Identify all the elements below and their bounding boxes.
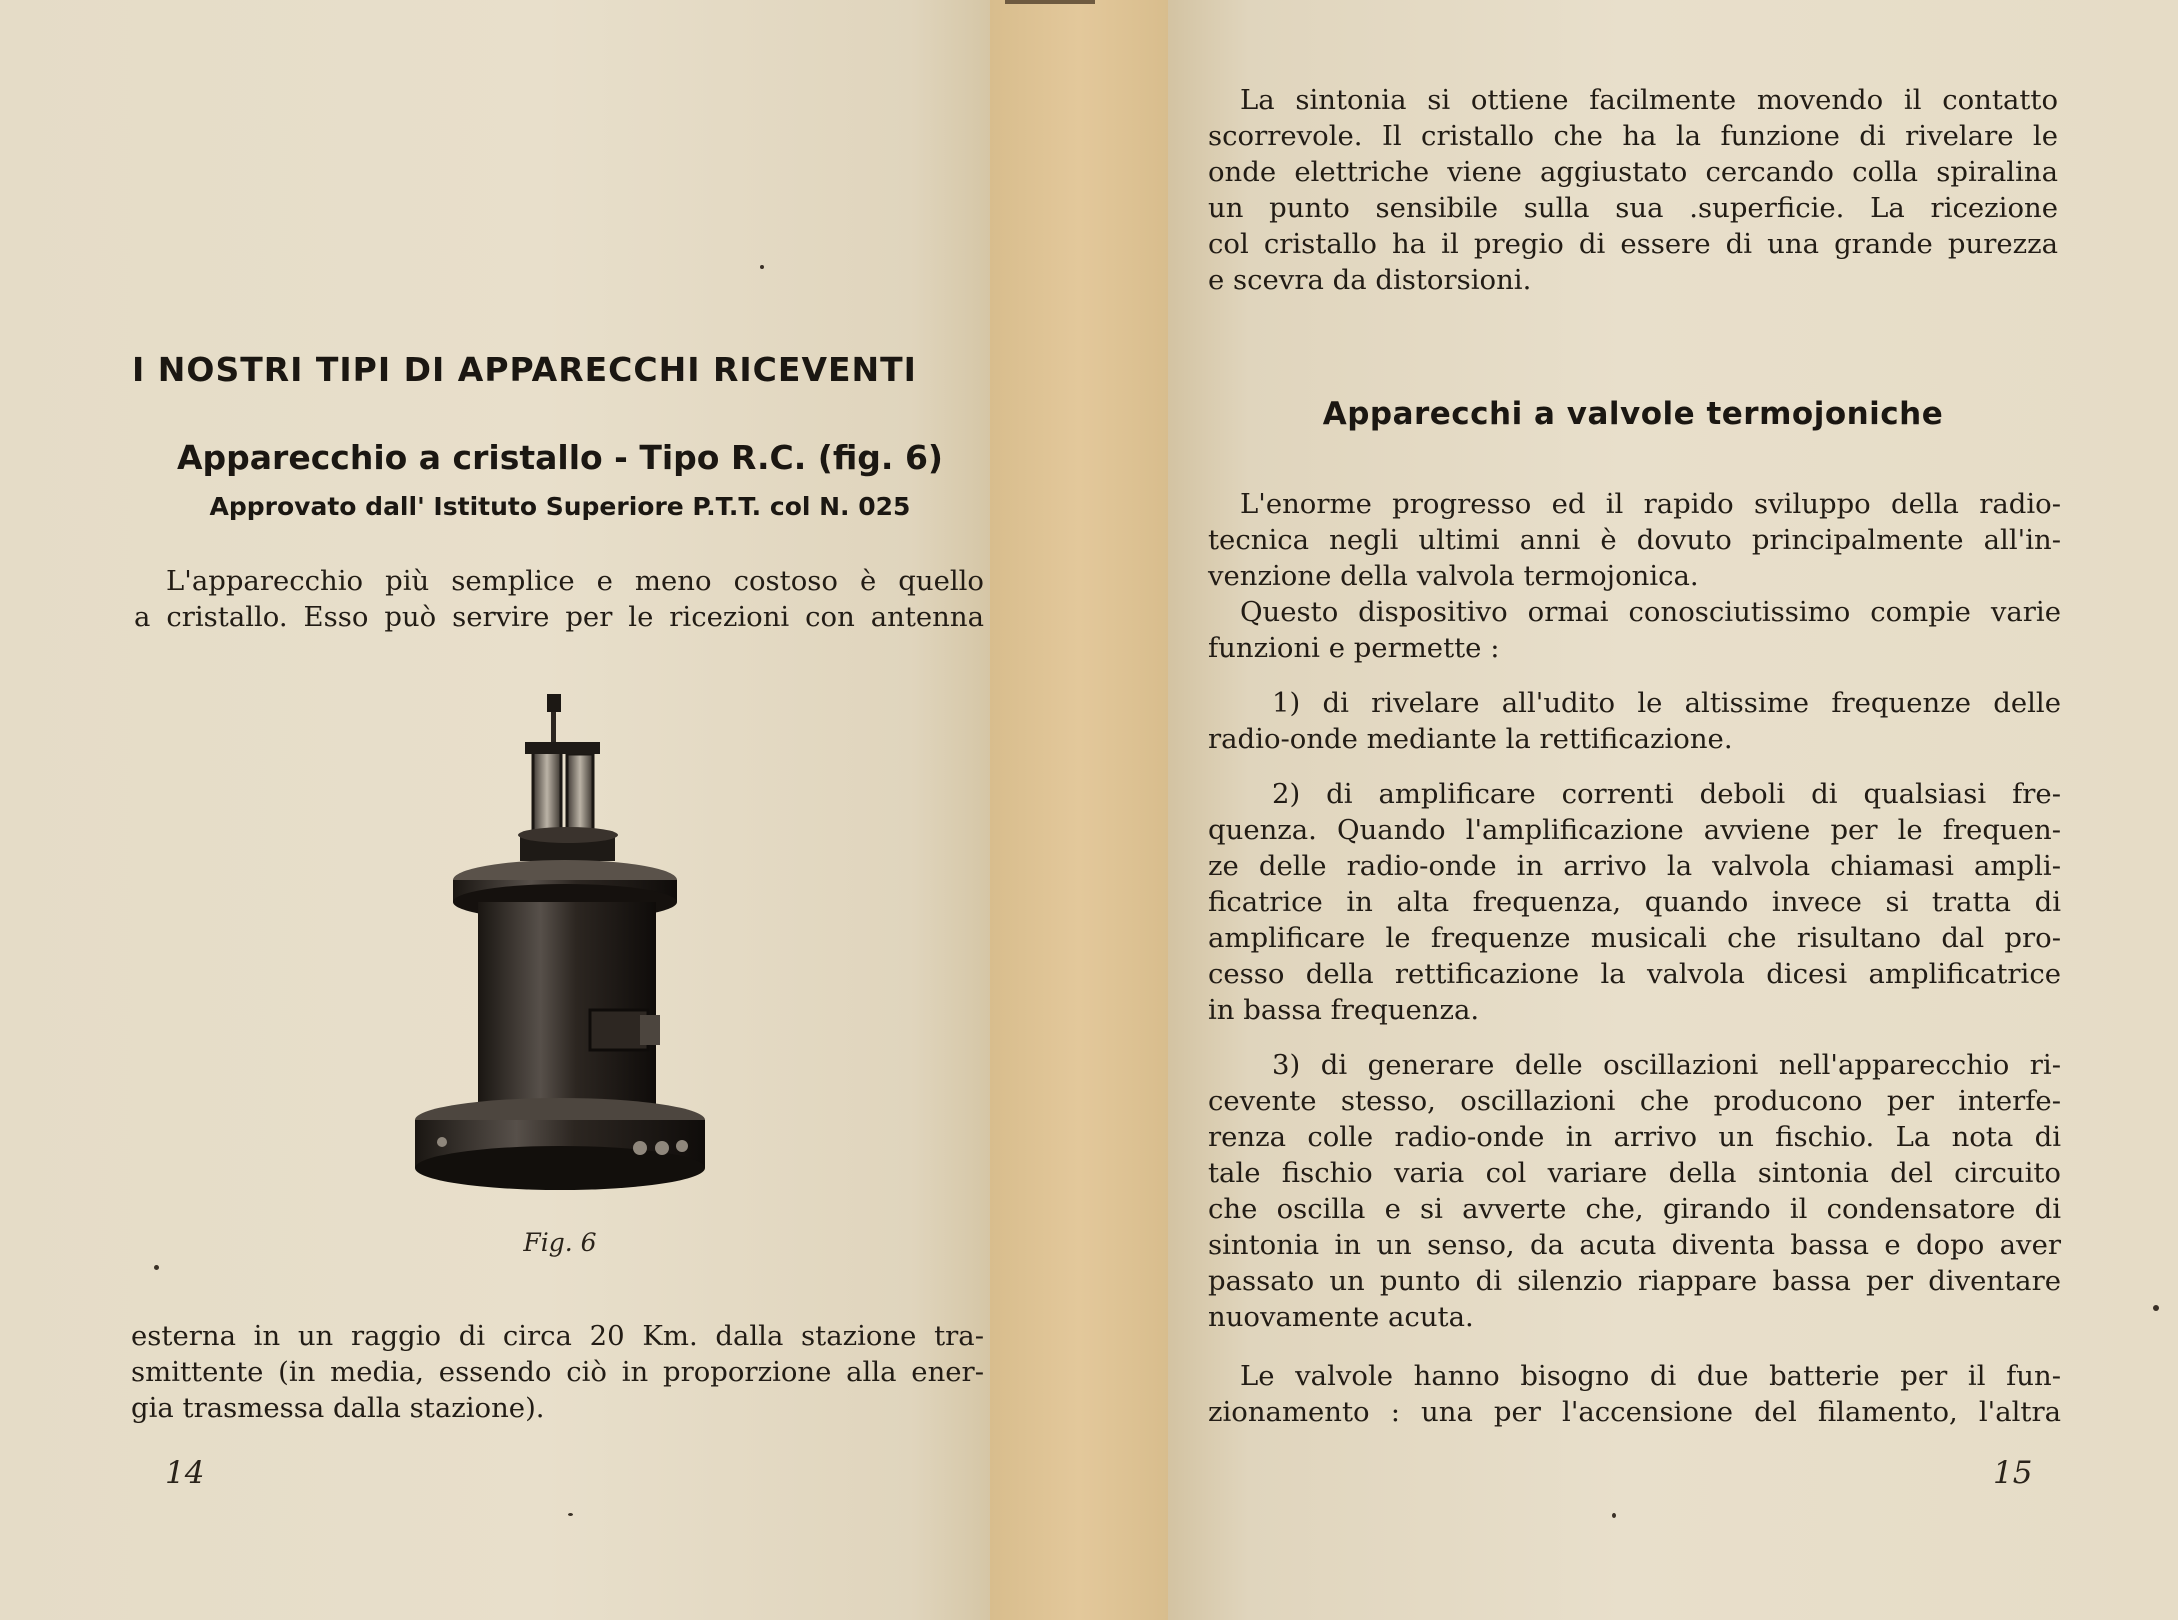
function-item-1 bbox=[1208, 685, 2061, 757]
text-line: 1) di rivelare all'udito le altissime frequenze delle bbox=[1272, 687, 2061, 719]
text-line: che oscilla e si avverte che, girando il condensatore di bbox=[1208, 1193, 2061, 1225]
function-item-3 bbox=[1208, 1047, 2061, 1335]
text-line: esterna in un raggio di circa 20 Km. dalla stazione tra- bbox=[131, 1320, 984, 1352]
paper-speck bbox=[760, 265, 764, 269]
text-line: venzione della valvola termojonica. bbox=[1208, 560, 1699, 592]
paper-speck bbox=[568, 1513, 573, 1516]
text-line: in bassa frequenza. bbox=[1208, 994, 1480, 1026]
text-line: Le valvole hanno bisogno di due batterie per il fun- bbox=[1240, 1360, 2061, 1392]
crystal-radio-receiver-photo bbox=[400, 690, 710, 1210]
text-line: scorrevole. Il cristallo che ha la funzione di rivelare le bbox=[1208, 120, 2058, 152]
page-number-right: 15 bbox=[1993, 1455, 2033, 1491]
continuation-paragraph bbox=[131, 1318, 984, 1426]
intro-paragraph bbox=[134, 563, 984, 635]
text-line: nuovamente acuta. bbox=[1208, 1301, 1474, 1333]
gutter-edge bbox=[1005, 0, 1095, 4]
text-line: amplificare le frequenze musicali che risultano dal pro- bbox=[1208, 922, 2061, 954]
text-line: e scevra da distorsioni. bbox=[1208, 264, 1532, 296]
text-line: L'enorme progresso ed il rapido sviluppo della radio- bbox=[1240, 488, 2061, 520]
approval-note: Approvato dall' Istituto Superiore P.T.T. col N. 025 bbox=[209, 492, 911, 521]
function-item-2 bbox=[1208, 776, 2061, 1028]
paper-speck bbox=[154, 1265, 159, 1270]
text-line: renza colle radio-onde in arrivo un fischio. La nota di bbox=[1208, 1121, 2061, 1153]
text-line: smittente (in media, essendo ciò in proporzione alla ener- bbox=[131, 1356, 984, 1388]
text-line: cevente stesso, oscillazioni che producono per interfe- bbox=[1208, 1085, 2061, 1117]
text-line: tecnica negli ultimi anni è dovuto principalmente all'in- bbox=[1208, 524, 2061, 556]
text-line: 3) di generare delle oscillazioni nell'apparecchio ri- bbox=[1272, 1049, 2061, 1081]
text-line: sintonia in un senso, da acuta diventa bassa e dopo aver bbox=[1208, 1229, 2061, 1261]
text-line: radio-onde mediante la rettificazione. bbox=[1208, 723, 1733, 755]
text-line: tale fischio varia col variare della sintonia del circuito bbox=[1208, 1157, 2061, 1189]
text-line: La sintonia si ottiene facilmente movendo il contatto bbox=[1240, 84, 2058, 116]
apparatus-subtitle: Apparecchio a cristallo - Tipo R.C. (fig. 6) bbox=[177, 438, 943, 477]
text-line: L'apparecchio più semplice e meno costoso è quello bbox=[166, 565, 984, 597]
text-line: gia trasmessa dalla stazione). bbox=[131, 1392, 545, 1424]
text-line: ze delle radio-onde in arrivo la valvola chiamasi ampli- bbox=[1208, 850, 2061, 882]
section-title-left: I NOSTRI TIPI DI APPARECCHI RICEVENTI bbox=[132, 350, 917, 389]
valve-intro-paragraph bbox=[1208, 486, 2061, 666]
text-line: col cristallo ha il pregio di essere di una grande purezza bbox=[1208, 228, 2058, 260]
text-line: quenza. Quando l'amplificazione avviene per le frequen- bbox=[1208, 814, 2061, 846]
text-line: ficatrice in alta frequenza, quando invece si tratta di bbox=[1208, 886, 2061, 918]
text-line: cesso della rettificazione la valvola dicesi amplificatrice bbox=[1208, 958, 2061, 990]
paper-speck bbox=[2153, 1305, 2159, 1311]
text-line: Questo dispositivo ormai conosciutissimo compie varie bbox=[1240, 596, 2061, 628]
text-line: zionamento : una per l'accensione del filamento, l'altra bbox=[1208, 1396, 2061, 1428]
tuning-paragraph bbox=[1208, 82, 2058, 298]
book-gutter bbox=[990, 0, 1168, 1620]
text-line: onde elettriche viene aggiustato cercando colla spiralina bbox=[1208, 156, 2058, 188]
text-line: funzioni e permette : bbox=[1208, 632, 1500, 664]
text-line: un punto sensibile sulla sua .superficie. La ricezione bbox=[1208, 192, 2058, 224]
text-line: a cristallo. Esso può servire per le ricezioni con antenna bbox=[134, 601, 984, 633]
section-title-right: Apparecchi a valvole termojoniche bbox=[1322, 396, 1944, 432]
batteries-paragraph bbox=[1208, 1358, 2061, 1430]
text-line: passato un punto di silenzio riappare bassa per diventare bbox=[1208, 1265, 2061, 1297]
figure-caption: Fig. 6 bbox=[523, 1228, 597, 1257]
paper-speck bbox=[1612, 1513, 1616, 1518]
page-number-left: 14 bbox=[165, 1455, 205, 1491]
text-line: 2) di amplificare correnti deboli di qualsiasi fre- bbox=[1272, 778, 2061, 810]
